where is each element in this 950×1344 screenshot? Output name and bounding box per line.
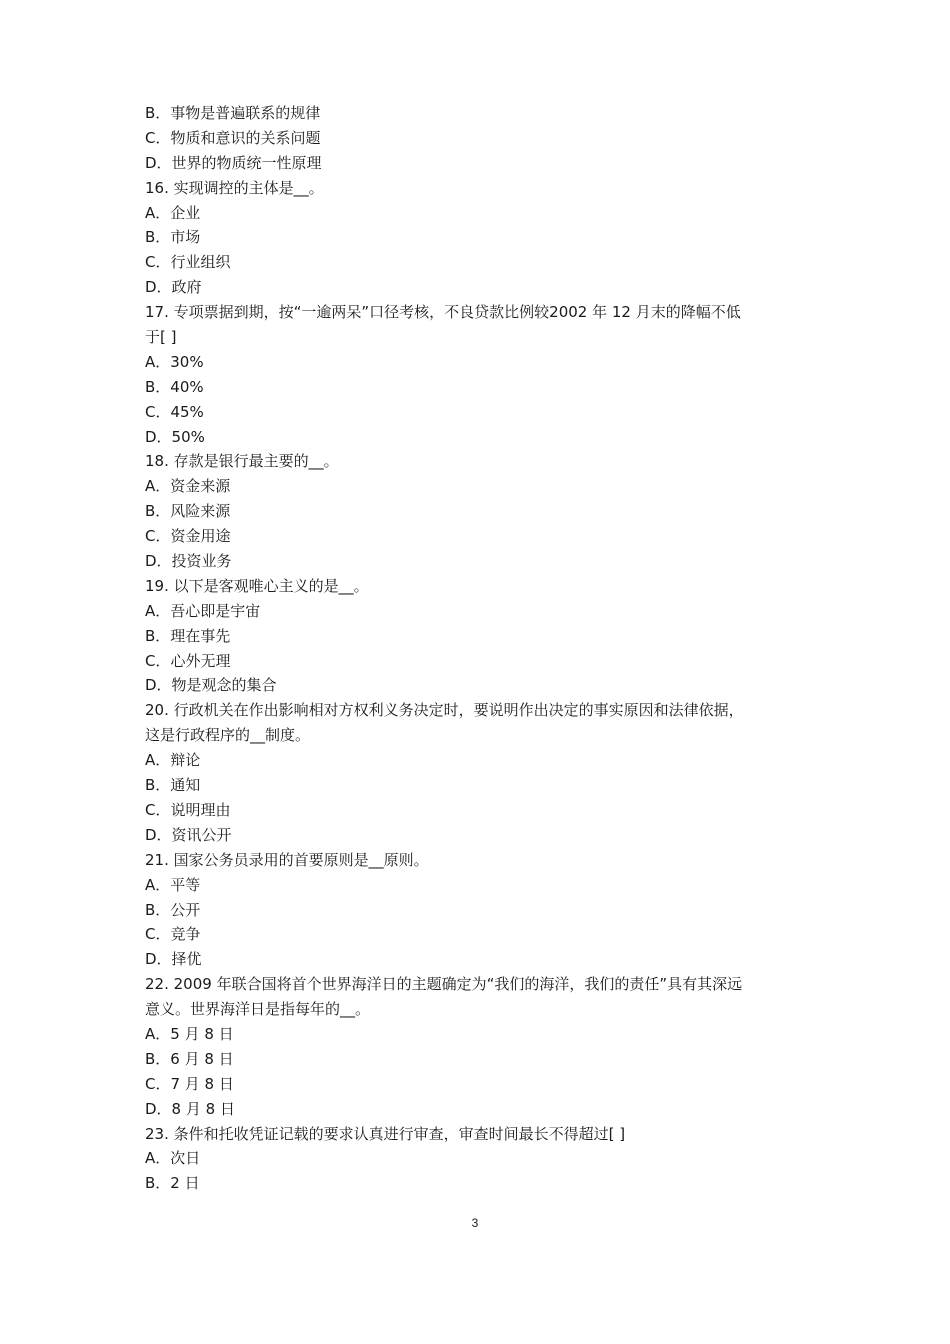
option-line: C．心外无理 <box>145 651 231 670</box>
option-line: B．2 日 <box>145 1174 200 1193</box>
option-line: B．通知 <box>145 776 201 795</box>
option-line: D．8 月 8 日 <box>145 1099 235 1118</box>
option-line: B．市场 <box>145 228 201 247</box>
page-number: 3 <box>471 1216 479 1230</box>
option-line: A．资金来源 <box>145 477 231 496</box>
question-22-continued: 意义。世界海洋日是指每年的__。 <box>145 1000 371 1019</box>
option-line: B．理在事先 <box>145 626 231 645</box>
question-19: 19. 以下是客观唯心主义的是__。 <box>145 576 369 595</box>
option-line: D．择优 <box>145 950 202 969</box>
option-line: A．辩论 <box>145 751 201 770</box>
option-line: D．投资业务 <box>145 552 232 571</box>
option-line: A．30% <box>145 352 204 371</box>
option-line: C．7 月 8 日 <box>145 1074 234 1093</box>
option-line: B．风险来源 <box>145 502 231 521</box>
question-16: 16. 实现调控的主体是__。 <box>145 178 324 197</box>
option-line: D．50% <box>145 427 205 446</box>
question-21: 21. 国家公务员录用的首要原则是__原则。 <box>145 850 429 869</box>
option-line: A．平等 <box>145 875 201 894</box>
text-line: B．事物是普遍联系的规律 <box>145 104 321 122</box>
document-body <box>145 101 825 1196</box>
option-line: C．资金用途 <box>145 527 231 546</box>
question-23: 23. 条件和托收凭证记载的要求认真进行审查，审查时间最长不得超过[ ] <box>145 1124 626 1143</box>
option-line: B．6 月 8 日 <box>145 1049 234 1068</box>
question-17: 17. 专项票据到期，按“一逾两呆”口径考核，不良贷款比例较2002 年 12 月末的降幅不低 <box>145 303 741 322</box>
option-line: C．竞争 <box>145 925 201 944</box>
option-line: A．5 月 8 日 <box>145 1024 234 1043</box>
question-20-continued: 这是行政程序的__制度。 <box>145 726 311 745</box>
option-line: B．40% <box>145 377 204 396</box>
option-line: C．说明理由 <box>145 800 231 819</box>
question-17-continued: 于[ ] <box>145 328 177 347</box>
option-line: C．行业组织 <box>145 253 231 272</box>
option-line: A．吾心即是宇宙 <box>145 601 261 620</box>
option-line: A．企业 <box>145 203 201 222</box>
option-line: A．次日 <box>145 1149 201 1168</box>
text-line: D．世界的物质统一性原理 <box>145 153 322 172</box>
text-line: C．物质和意识的关系问题 <box>145 128 321 147</box>
option-line: D．资讯公开 <box>145 825 232 844</box>
question-22: 22. 2009 年联合国将首个世界海洋日的主题确定为“我们的海洋，我们的责任”具有其深远 <box>145 975 743 994</box>
option-line: D．物是观念的集合 <box>145 676 277 695</box>
option-line: D．政府 <box>145 278 202 297</box>
question-20: 20. 行政机关在作出影响相对方权利义务决定时，要说明作出决定的事实原因和法律依据， <box>145 701 744 720</box>
option-line: C．45% <box>145 402 204 421</box>
option-line: B．公开 <box>145 900 201 919</box>
question-18: 18. 存款是银行最主要的__。 <box>145 452 339 471</box>
